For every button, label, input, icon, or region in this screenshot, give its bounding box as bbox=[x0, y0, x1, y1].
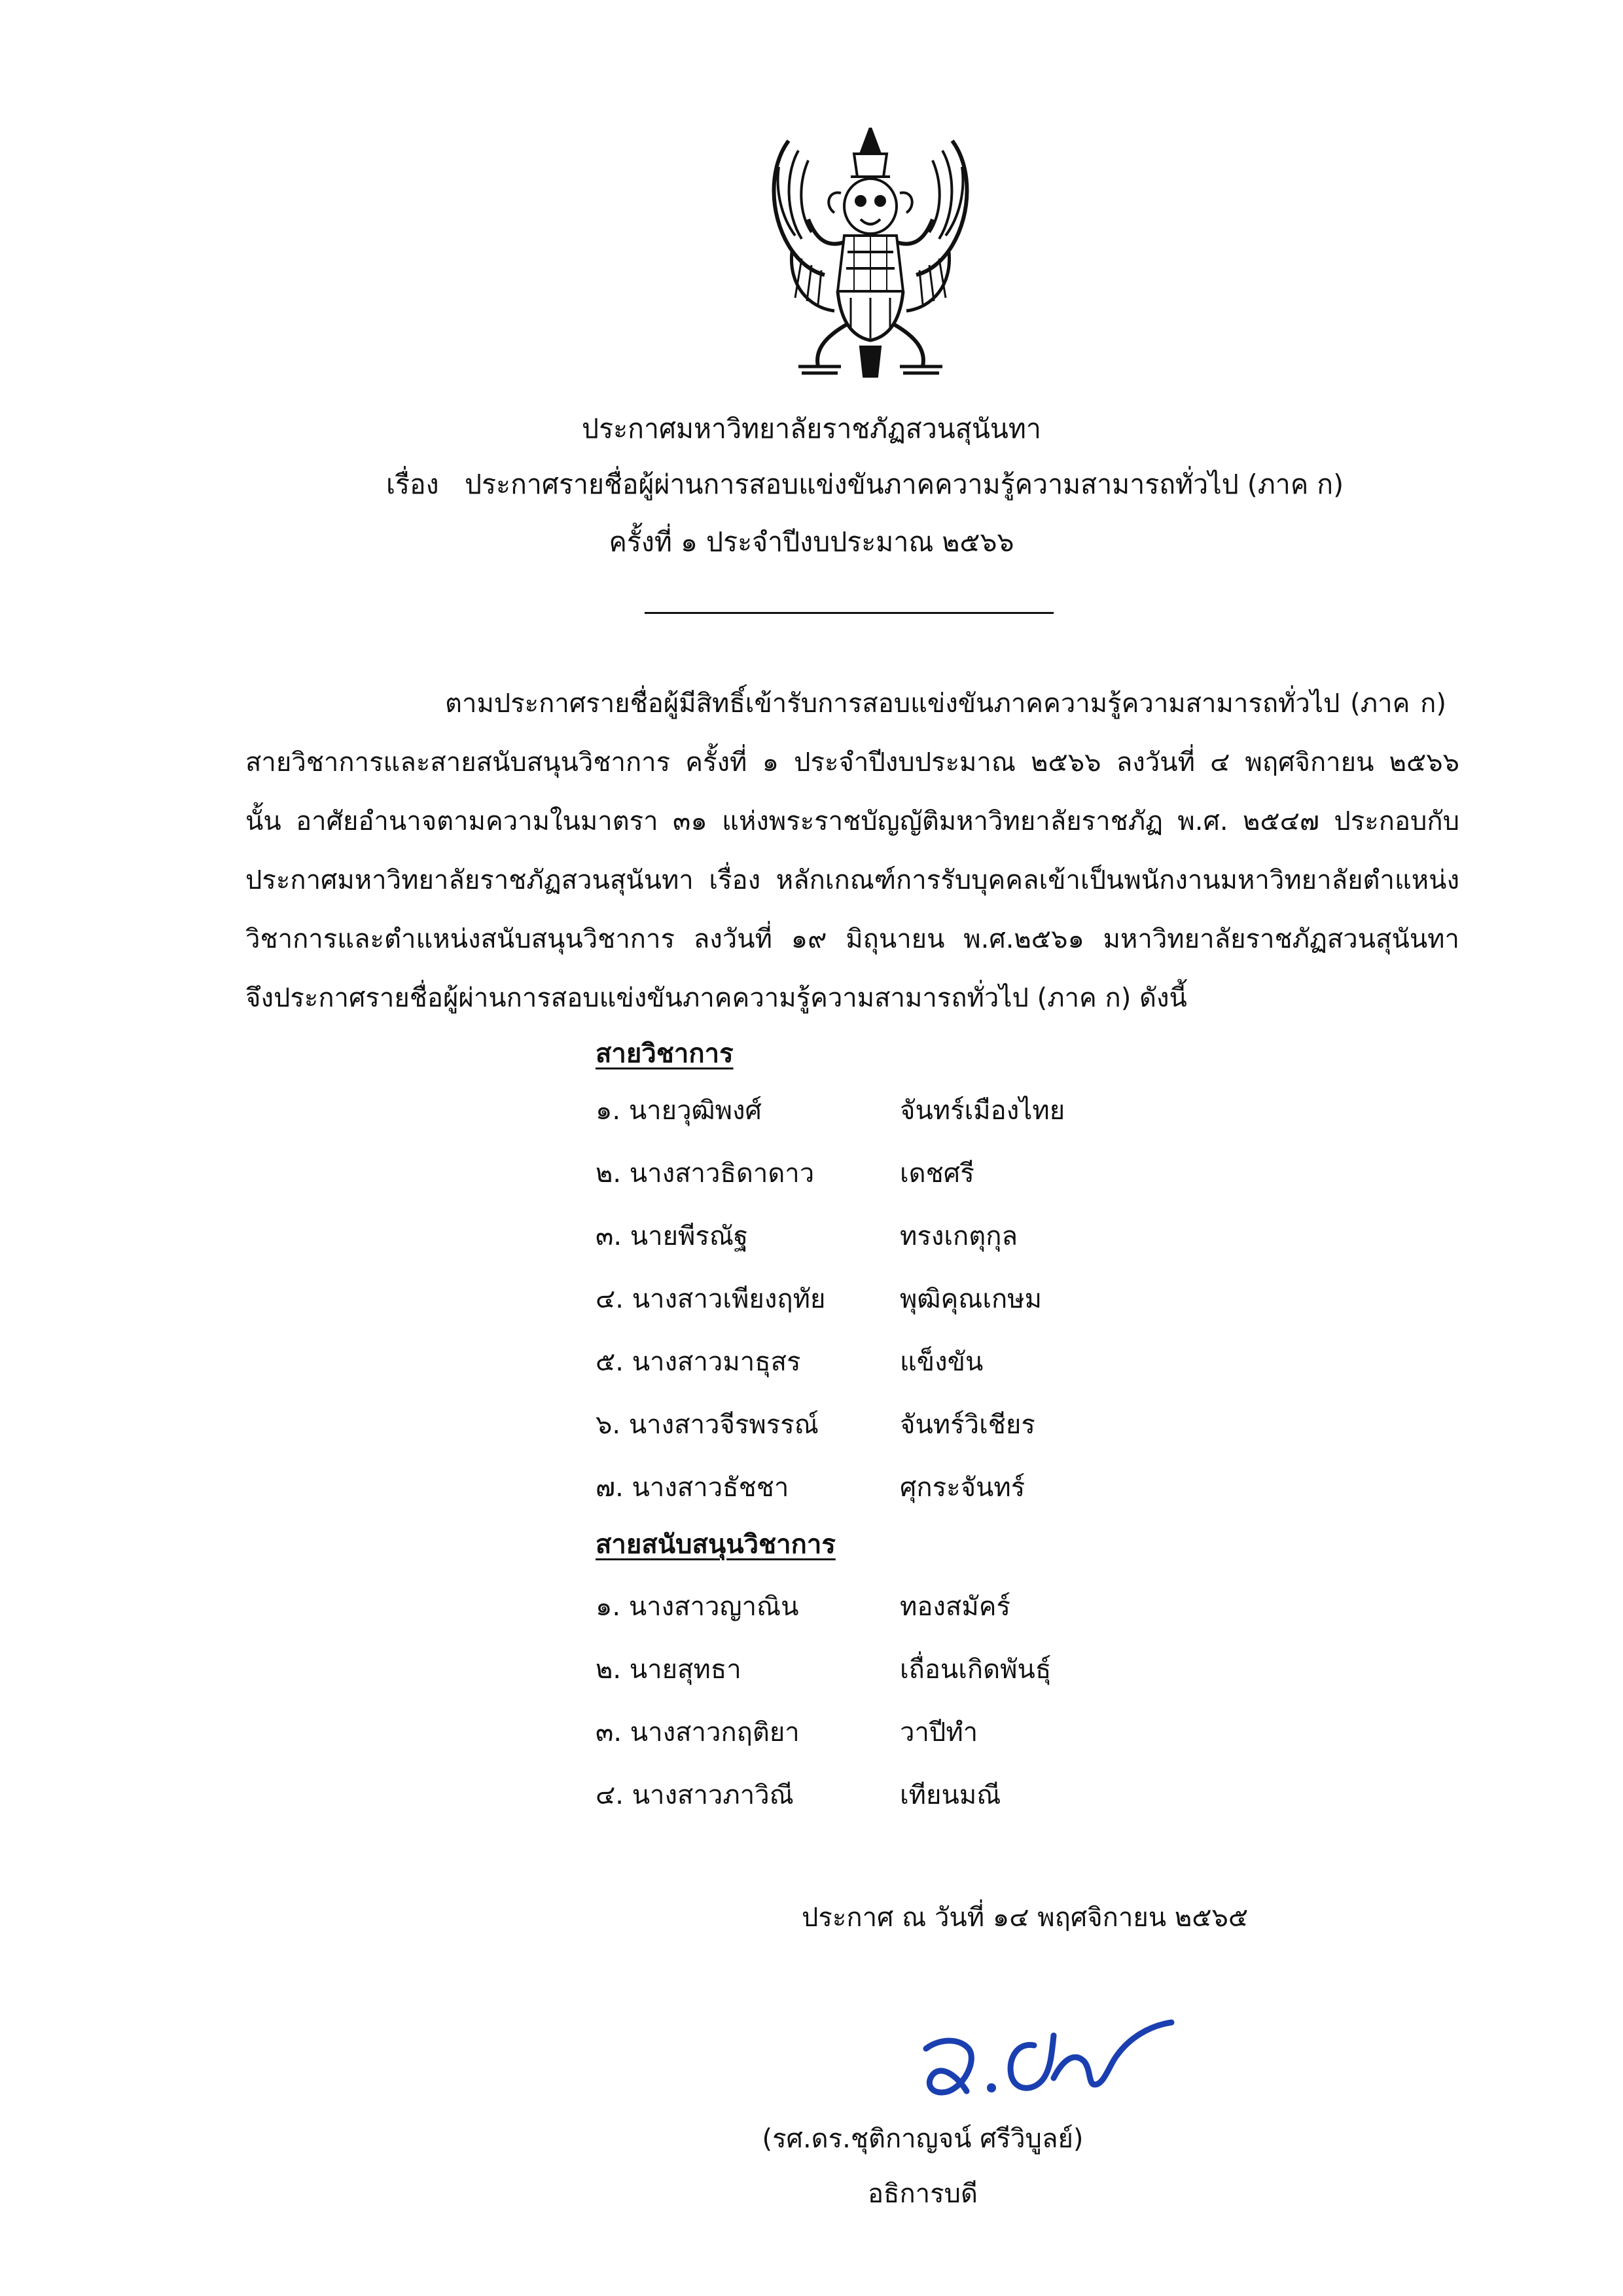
announcement-subject bbox=[386, 471, 1344, 498]
body-line-4: ประกาศมหาวิทยาลัยราชภัฏสวนสุนันทา เรื่อง หลักเกณฑ์การรับบุคคลเข้าเป็นพนักงานมหาวิทยาลัยตำแหน่ง bbox=[245, 865, 1459, 895]
person-given-name: ๑. นางสาวญาณิน bbox=[596, 1592, 799, 1622]
person-surname: จันทร์วิเชียร bbox=[900, 1410, 1035, 1440]
person-surname: เดชศรี bbox=[900, 1158, 974, 1189]
person-given-name: ๗. นางสาวธัชชา bbox=[596, 1473, 789, 1503]
person-surname: ทองสมัคร์ bbox=[900, 1592, 1010, 1622]
body-line-3: นั้น อาศัยอำนาจตามความในมาตรา ๓๑ แห่งพระราชบัญญัติมหาวิทยาลัยราชภัฏ พ.ศ. ๒๕๔๗ ประกอบกับ bbox=[245, 806, 1459, 836]
body-line-5: วิชาการและตำแหน่งสนับสนุนวิชาการ ลงวันที่ ๑๙ มิถุนายน พ.ศ.๒๕๖๑ มหาวิทยาลัยราชภัฏสวนสุนันทา bbox=[245, 924, 1459, 954]
header-divider bbox=[645, 612, 1054, 614]
section-heading-academic: สายวิชาการ bbox=[596, 1039, 734, 1069]
person-given-name: ๑. นายวุฒิพงศ์ bbox=[596, 1096, 762, 1126]
person-surname: ทรงเกตุกุล bbox=[900, 1221, 1018, 1251]
person-given-name: ๓. นายพีรณัฐ bbox=[596, 1221, 749, 1251]
body-line-6: จึงประกาศรายชื่อผู้ผ่านการสอบแข่งขันภาคความรู้ความสามารถทั่วไป (ภาค ก) ดังนี้ bbox=[245, 983, 1187, 1013]
person-surname: วาปีทำ bbox=[900, 1717, 978, 1748]
person-given-name: ๒. นางสาวธิดาดาว bbox=[596, 1158, 815, 1189]
person-surname: แข็งขัน bbox=[900, 1347, 984, 1377]
person-given-name: ๒. นายสุทธา bbox=[596, 1655, 741, 1685]
subject-text: ประกาศรายชื่อผู้ผ่านการสอบแข่งขันภาคความรู้ความสามารถทั่วไป (ภาค ก) bbox=[465, 469, 1344, 500]
person-surname: เทียนมณี bbox=[900, 1780, 1001, 1810]
announce-date: ประกาศ ณ วันที่ ๑๔ พฤศจิกายน ๒๕๖๕ bbox=[802, 1903, 1249, 1933]
subject-label: เรื่อง bbox=[386, 469, 439, 500]
announcement-title: ประกาศมหาวิทยาลัยราชภัฏสวนสุนันทา bbox=[582, 413, 1041, 444]
section-heading-support: สายสนับสนุนวิชาการ bbox=[596, 1530, 836, 1560]
garuda-emblem-icon bbox=[762, 128, 978, 380]
handwritten-signature-icon bbox=[913, 1986, 1188, 2111]
person-given-name: ๖. นางสาวจีรพรรณ์ bbox=[596, 1410, 819, 1440]
person-surname: พุฒิคุณเกษม bbox=[900, 1284, 1042, 1314]
person-given-name: ๔. นางสาวเพียงฤทัย bbox=[596, 1284, 826, 1314]
person-given-name: ๕. นางสาวมาธุสร bbox=[596, 1347, 801, 1377]
body-line-2: สายวิชาการและสายสนับสนุนวิชาการ ครั้งที่ ๑ ประจำปีงบประมาณ ๒๕๖๖ ลงวันที่ ๔ พฤศจิกายน ๒๕๖๖ bbox=[245, 747, 1459, 778]
person-surname: จันทร์เมืองไทย bbox=[900, 1096, 1065, 1126]
person-given-name: ๓. นางสาวกฤติยา bbox=[596, 1717, 800, 1748]
signer-title: อธิการบดี bbox=[868, 2179, 978, 2209]
person-surname: ศุกระจันทร์ bbox=[900, 1473, 1026, 1503]
person-surname: เถื่อนเกิดพันธุ์ bbox=[900, 1655, 1052, 1685]
body-line-1: ตามประกาศรายชื่อผู้มีสิทธิ์เข้ารับการสอบแข่งขันภาคความรู้ความสามารถทั่วไป (ภาค ก) bbox=[445, 689, 1446, 719]
signer-name: (รศ.ดร.ชุติกาญจน์ ศรีวิบูลย์) bbox=[762, 2124, 1084, 2154]
announcement-round: ครั้งที่ ๑ ประจำปีงบประมาณ ๒๕๖๖ bbox=[609, 526, 1014, 558]
person-given-name: ๔. นางสาวภาวิณี bbox=[596, 1780, 794, 1810]
